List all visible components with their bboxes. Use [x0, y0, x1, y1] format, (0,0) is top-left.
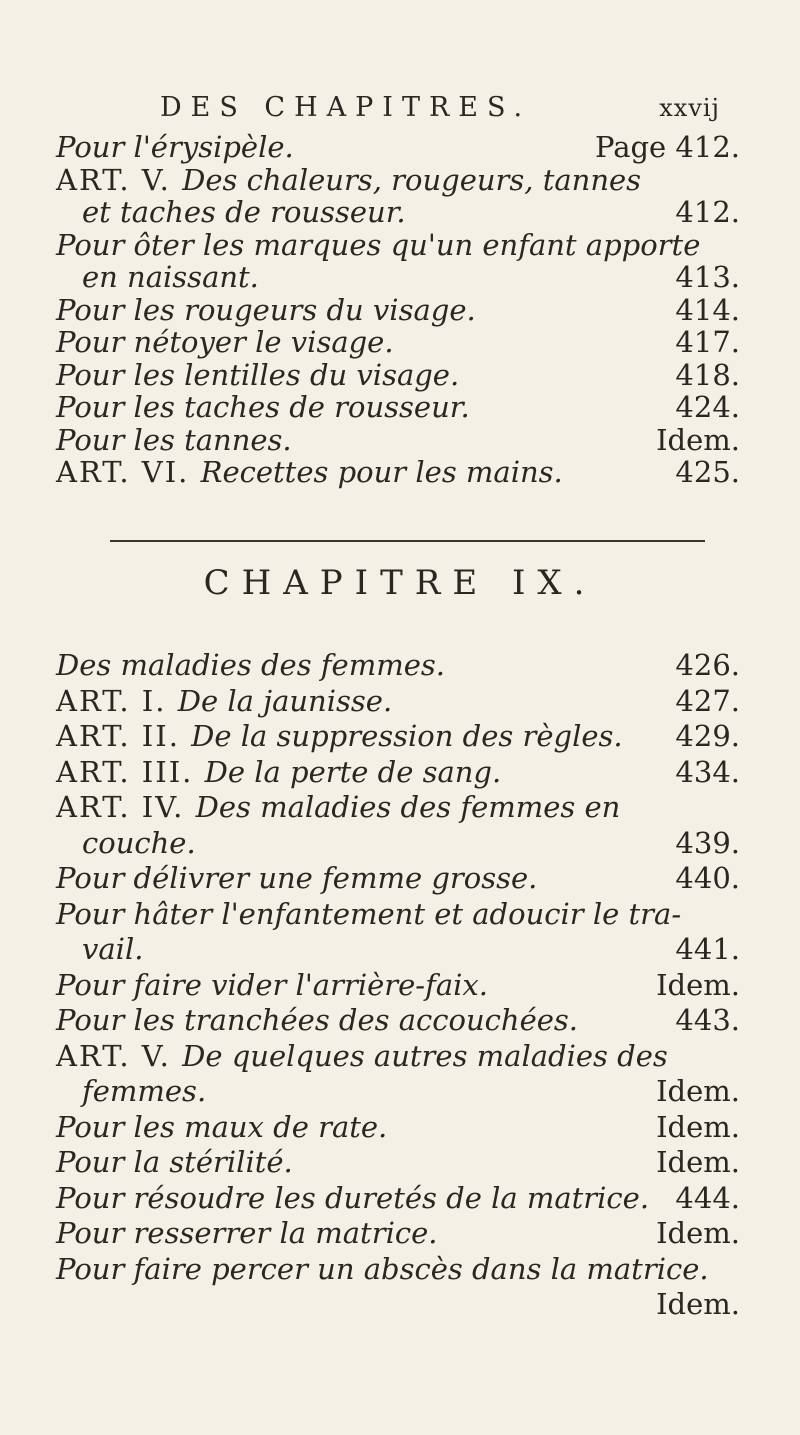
entry-page-number: 424.	[675, 390, 740, 424]
entry-title: Pour nétoyer le visage.	[56, 325, 394, 359]
entry-title: Des maladies des femmes.	[56, 648, 445, 682]
entry-page-number: Idem.	[656, 967, 740, 1002]
entry-page-number: Idem.	[656, 422, 740, 457]
toc-entry	[56, 1110, 740, 1144]
entry-page-number: 443.	[675, 1003, 740, 1037]
toc-entry	[56, 755, 740, 789]
entry-title: Pour hâter l'enfantement et adoucir le tra-	[56, 896, 682, 931]
entry-title: Pour l'érysipèle.	[56, 130, 294, 164]
toc-entry	[82, 932, 740, 966]
article-number: ART. V.	[56, 162, 183, 197]
toc-entry	[56, 897, 740, 931]
entry-page-number: 414.	[675, 292, 740, 327]
running-head	[160, 92, 720, 123]
article-number: ART. VI.	[56, 455, 201, 489]
toc-entry	[56, 390, 740, 424]
entry-title: vail.	[82, 932, 144, 966]
entry-page-number: 425.	[675, 455, 740, 489]
toc-entry	[56, 1252, 740, 1286]
toc-entry	[56, 163, 740, 197]
entry-title: De la suppression des règles.	[191, 719, 623, 753]
entry-title: Pour les tannes.	[56, 422, 292, 457]
toc-entry	[56, 1181, 740, 1215]
entry-page-number: 412.	[675, 195, 740, 229]
entry-title: Pour faire percer un abscès dans la matrice.	[56, 1251, 709, 1286]
toc-entry	[82, 1074, 740, 1108]
entry-page-number: 429.	[675, 719, 740, 753]
article-number: ART. III.	[56, 754, 205, 789]
entry-title: Pour faire vider l'arrière-faix.	[56, 967, 488, 1002]
toc-entry	[56, 861, 740, 895]
article-number: ART. I.	[56, 683, 178, 718]
divider-rule	[110, 540, 705, 542]
toc-entry	[56, 130, 740, 164]
entry-title: Pour la stérilité.	[56, 1145, 293, 1179]
entry-title: femmes.	[82, 1074, 207, 1108]
article-number: ART. II.	[56, 719, 192, 753]
entry-page-number: Page 412.	[594, 130, 740, 164]
toc-entry	[56, 648, 740, 682]
entry-page-number: 426.	[675, 648, 740, 682]
entry-page-number: 440.	[675, 861, 740, 895]
entry-title: en naissant.	[82, 260, 259, 294]
article-number: ART. IV.	[56, 790, 196, 824]
entry-page-number: Idem.	[656, 1216, 740, 1250]
toc-entry	[56, 1039, 740, 1073]
entry-title: Pour délivrer une femme grosse.	[56, 861, 538, 895]
article-number: ART. V.	[56, 1038, 183, 1073]
entry-title: Des chaleurs, rougeurs, tannes	[182, 162, 642, 197]
entry-page-number: 444.	[675, 1180, 740, 1215]
toc-entry	[56, 1003, 740, 1037]
entry-page-number: 413.	[675, 260, 740, 294]
entry-page-number: 427.	[675, 683, 740, 718]
entry-title: Pour les taches de rousseur.	[56, 390, 470, 424]
entry-title: Des maladies des femmes en	[195, 790, 621, 824]
toc-entry	[56, 1216, 740, 1250]
entry-title: et taches de rousseur.	[82, 195, 406, 229]
entry-title: Pour les rougeurs du visage.	[56, 292, 476, 327]
entry-page-number: 441.	[675, 932, 740, 966]
toc-entry	[56, 293, 740, 327]
entry-title: De la perte de sang.	[204, 754, 502, 789]
entry-title: Pour résoudre les duretés de la matrice.	[56, 1180, 650, 1215]
entry-title: De quelques autres maladies des	[182, 1038, 668, 1073]
entry-page-number: Idem.	[656, 1287, 740, 1321]
entry-page-number: Idem.	[656, 1109, 740, 1144]
toc-entry	[56, 228, 740, 262]
toc-entry	[56, 790, 740, 824]
toc-entry	[56, 1145, 740, 1179]
entry-title: Pour les tranchées des accouchées.	[56, 1003, 578, 1037]
toc-entry	[56, 358, 740, 392]
entry-title: couche.	[82, 825, 196, 860]
entry-page-number: 434.	[675, 754, 740, 789]
toc-entry	[56, 455, 740, 489]
chapter-title: CHAPITRE IX.	[203, 563, 597, 603]
toc-entry	[56, 684, 740, 718]
toc-entry	[82, 195, 740, 229]
entry-page-number: 417.	[675, 325, 740, 359]
toc-entry	[56, 325, 740, 359]
toc-entry	[82, 826, 740, 860]
entry-title: Pour resserrer la matrice.	[56, 1216, 438, 1250]
entry-page-number: Idem.	[656, 1145, 740, 1179]
entry-title: De la jaunisse.	[177, 683, 393, 718]
entry-title: Pour les maux de rate.	[56, 1109, 388, 1144]
entry-page-number: 418.	[675, 357, 740, 392]
entry-page-number: Idem.	[656, 1074, 740, 1108]
toc-entry	[56, 968, 740, 1002]
running-head-page: xxvij	[659, 94, 720, 122]
toc-entry	[82, 260, 740, 294]
toc-entry	[56, 423, 740, 457]
entry-title: Pour les lentilles du visage.	[56, 357, 460, 392]
entry-title: Recettes pour les mains.	[200, 455, 563, 489]
toc-entry	[56, 719, 740, 753]
entry-page-number: 439.	[675, 825, 740, 860]
entry-title: Pour ôter les marques qu'un enfant apporte	[56, 227, 701, 262]
running-head-title: DES CHAPITRES.	[160, 92, 532, 123]
